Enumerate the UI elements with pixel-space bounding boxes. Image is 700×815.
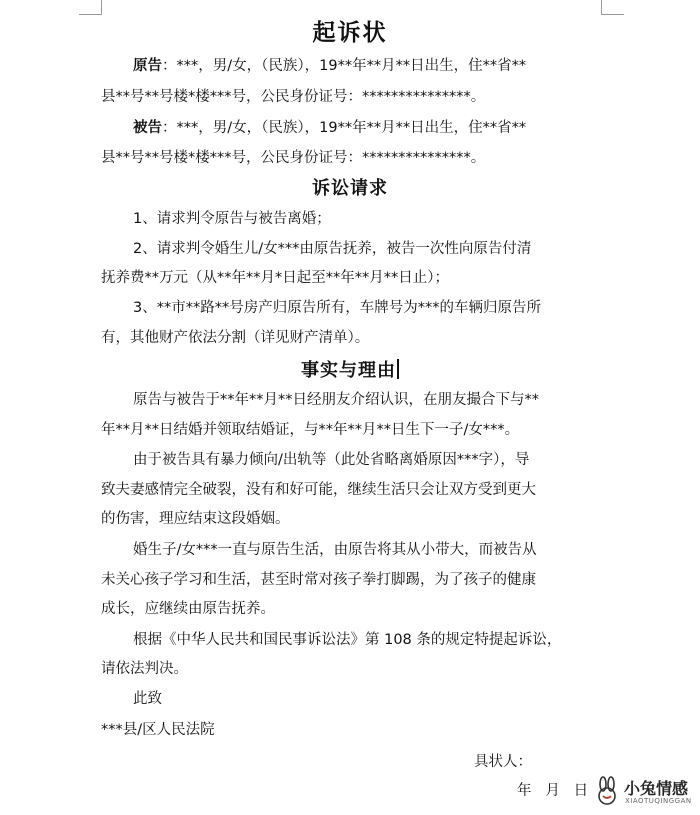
watermark-logo [592, 772, 700, 815]
court-name: ***县/区人民法院 [101, 722, 215, 738]
defendant-label: 被告 [133, 120, 162, 136]
claim-line: 1、请求判令原告与被告离婚； [133, 211, 331, 227]
facts-line: 年**月**日结婚并领取结婚证，与**年**月**日生下一子/女***。 [101, 422, 520, 438]
defendant-line-2: 县**号**号楼*楼***号，公民身份证号：***************。 [101, 150, 486, 166]
claims-heading: 诉讼请求 [312, 178, 388, 199]
plaintiff-info: ：***，男/女，（民族），19**年**月**日出生，住**省** [162, 58, 527, 74]
claim-line: 抚养费**万元（从**年**月*日起至**年**月**日止）； [101, 270, 449, 286]
watermark-sub: XIAOTUQINGGAN [625, 797, 692, 805]
document-title: 起诉状 [312, 20, 388, 46]
facts-line: 致夫妻感情完全破裂，没有和好可能，继续生活只会让双方受到更大 [101, 482, 536, 498]
facts-line: 根据《中华人民共和国民事诉讼法》第 108 条的规定特提起诉讼， [133, 632, 562, 648]
facts-heading [0, 356, 700, 382]
facts-line: 成长，应继续由原告抚养。 [101, 601, 275, 617]
salutation: 此致 [133, 691, 162, 707]
page-corner-mark [601, 0, 624, 15]
facts-heading-text: 事实与理由 [301, 360, 396, 381]
claim-line: 3、**市**路**号房产归原告所有，车牌号为***的车辆归原告所 [133, 300, 541, 316]
facts-line: 原告与被告于**年**月**日经朋友介绍认识，在朋友撮合下与** [133, 392, 539, 408]
facts-line: 由于被告具有暴力倾向/出轨等（此处省略离婚原因***字），导 [133, 452, 530, 468]
plaintiff-line [133, 56, 526, 76]
facts-line: 未关心孩子学习和生活，甚至时常对孩子拳打脚踢，为了孩子的健康 [101, 572, 536, 588]
rabbit-logo-icon [592, 776, 622, 806]
facts-line: 的伤害，理应结束这段婚姻。 [101, 511, 290, 527]
facts-line: 请依法判决。 [101, 661, 188, 677]
facts-line: 婚生子/女***一直与原告生活，由原告将其从小带大，而被告从 [133, 542, 537, 558]
signer-label: 具状人： [474, 754, 532, 770]
plaintiff-label: 原告 [133, 58, 162, 74]
date-line: 年 月 日 [517, 783, 589, 799]
page-corner-mark [79, 0, 102, 15]
claim-line: 有，其他财产依法分割（详见财产清单）。 [101, 330, 370, 346]
plaintiff-line-2: 县**号**号楼*楼***号，公民身份证号：***************。 [101, 89, 486, 105]
claim-line: 2、请求判令婚生儿/女***由原告抚养，被告一次性向原告付清 [133, 241, 532, 257]
watermark-name: 小兔情感 [624, 779, 689, 798]
defendant-info: ：***，男/女，（民族），19**年**月**日出生，住**省** [162, 120, 527, 136]
text-cursor [397, 359, 399, 379]
defendant-line [133, 118, 526, 138]
